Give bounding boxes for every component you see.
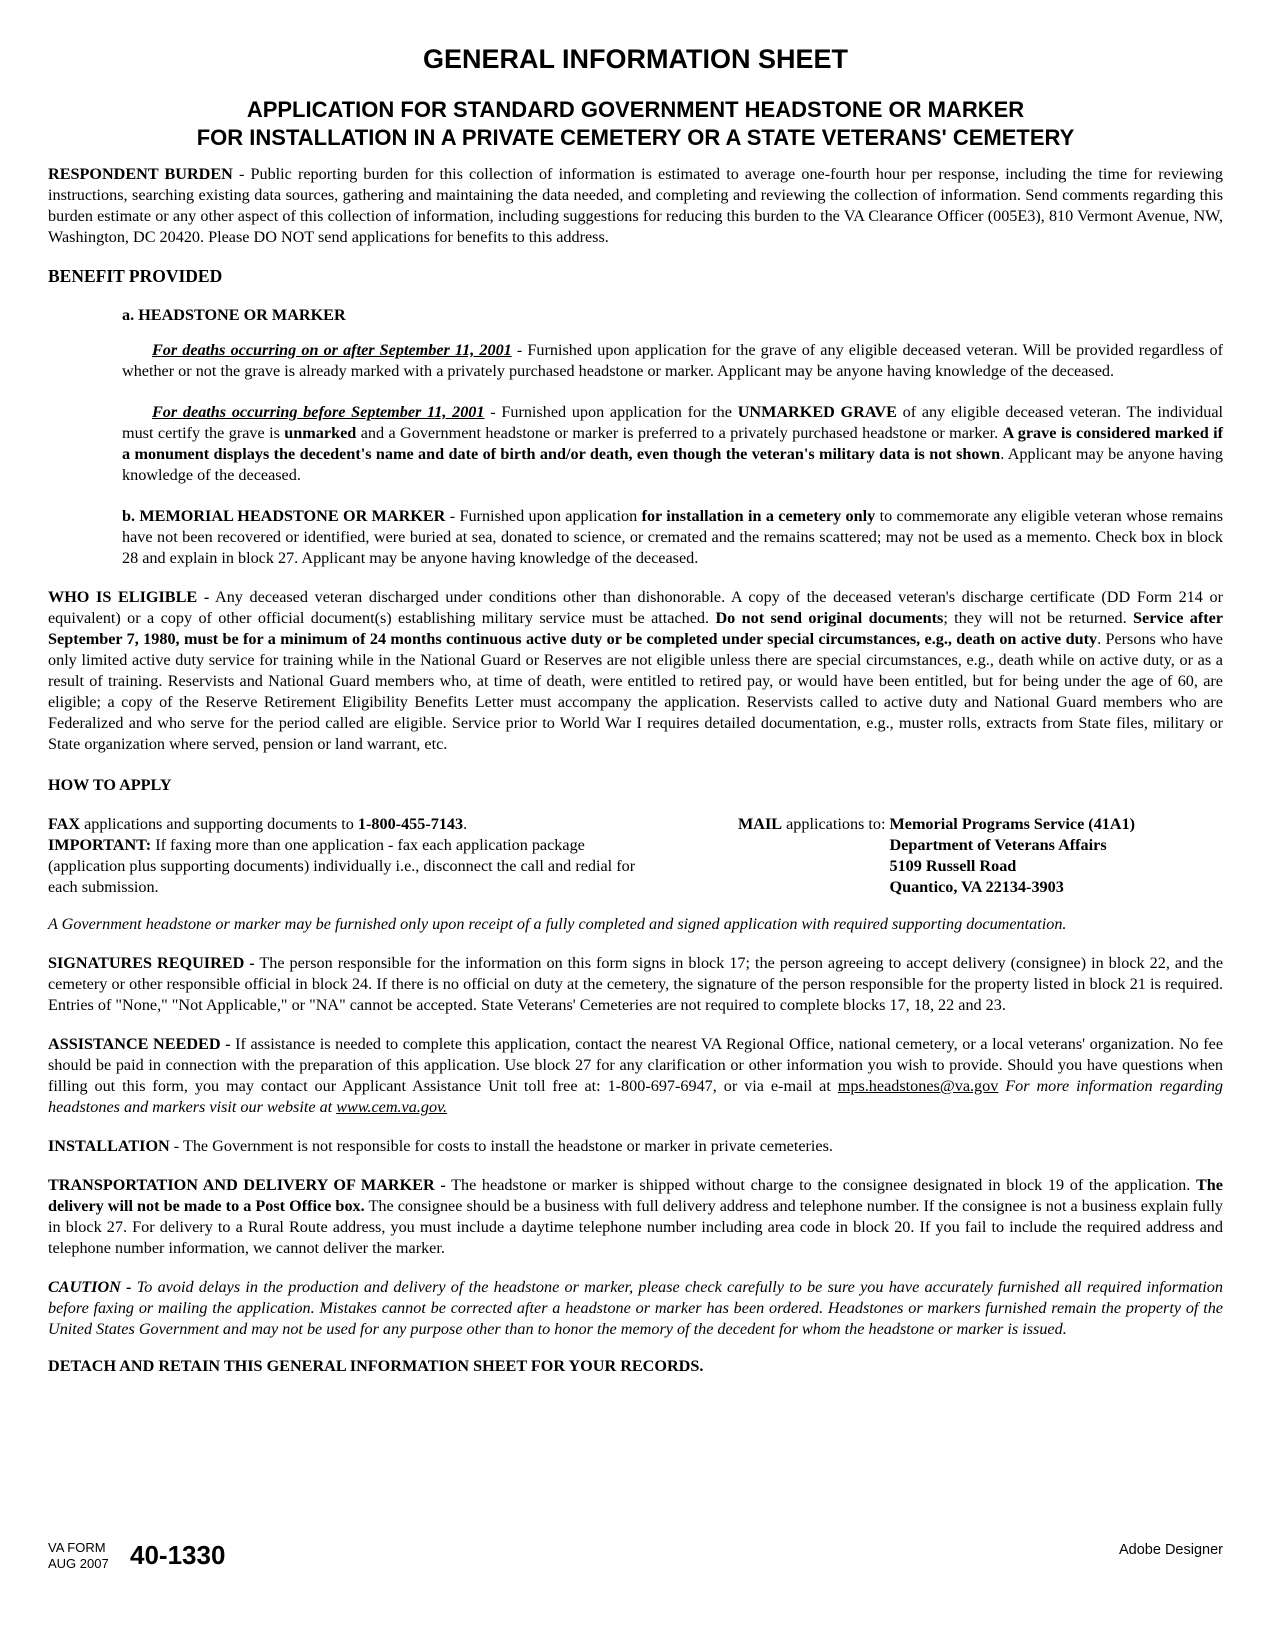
signatures-label: SIGNATURES REQUIRED - bbox=[48, 954, 255, 972]
benefit-a2-lead: For deaths occurring before September 11, 2001 bbox=[152, 403, 485, 421]
benefit-b-label: b. MEMORIAL HEADSTONE OR MARKER bbox=[122, 507, 446, 525]
page-title: GENERAL INFORMATION SHEET bbox=[422, 44, 848, 74]
caution-text: To avoid delays in the production and delivery of the headstone or marker, please check carefully to be sure you have accurately furnished all required information before faxing or mailing the application. Mistakes cannot be corrected after a headstone or marker has been ordered. Headstones or markers furnished remain the property of the United States Government and may not be used for any purpose other than to honor the memory of the decedent for whom the headstone or marker is issued. bbox=[48, 1278, 1223, 1338]
form-date: AUG 2007 bbox=[48, 1556, 109, 1571]
assistance-text: If assistance is needed to complete this application, contact the nearest VA Regional Office, national cemetery, or a local veterans' organization. No fee should be paid in connection with the preparation of this application. Use block 27 for any clarification or other information you wish to provide. Should you have questions when filling out this form, you may contact our Applicant Assistance Unit toll free at: 1-800-697-6947, or via e-mail at bbox=[48, 1035, 1224, 1095]
installation-label: INSTALLATION bbox=[48, 1137, 170, 1155]
benefit-a1-lead: For deaths occurring on or after September 11, 2001 bbox=[152, 341, 512, 359]
form-footer bbox=[48, 1530, 1223, 1590]
how-to-apply-heading: HOW TO APPLY bbox=[48, 776, 172, 794]
fax-number: 1-800-455-7143 bbox=[357, 815, 464, 833]
transportation-label: TRANSPORTATION AND DELIVERY OF MARKER - bbox=[48, 1176, 446, 1194]
respondent-burden-section: RESPONDENT BURDEN - Public reporting burden for this collection of information is estimated to average one-fourth hour per response, including the time for reviewing instructions, searching existing data sources, gathering and maintaining the data needed, and completing and reviewing the collection of information. Send comments regarding this burden estimate or any other aspect of this collection of information, including suggestions for reducing this burden to the VA Clearance Officer (005E3), 810 Vermont Avenue, NW, Washington, DC 20420. Please DO NOT send applications for benefits to this address. bbox=[48, 165, 1223, 246]
assistance-website-text: For more information regarding headstones and markers visit our website at bbox=[48, 1077, 1224, 1116]
benefit-b-bold-1: for installation in a cemetery only bbox=[641, 507, 876, 525]
signatures-section bbox=[48, 953, 1223, 1016]
important-text: If faxing more than one application - fax each application package (application plus supporting documents) individually i.e., disconnect the call and redial for each submission. bbox=[48, 836, 636, 896]
fax-instructions: FAX applications and supporting documents to 1-800-455-7143. IMPORTANT: If faxing more than one application - fax each application package (application plus supporting documents) individually i.e., disconnect the call and redial for each submission. bbox=[48, 815, 636, 896]
benefit-heading: BENEFIT PROVIDED bbox=[48, 266, 223, 286]
eligibility-bold-2: Service after September 7, 1980, must be for a minimum of 24 months continuous active duty or be completed under special circumstances, e.g., death on active duty bbox=[48, 609, 1223, 648]
mail-label: MAIL bbox=[738, 815, 783, 833]
benefit-a2-bold-1: UNMARKED GRAVE bbox=[737, 403, 897, 421]
mail-text: applications to: bbox=[786, 815, 886, 833]
subtitle-line-1: APPLICATION FOR STANDARD GOVERNMENT HEADSTONE OR MARKER bbox=[246, 97, 1025, 122]
fax-label: FAX bbox=[48, 815, 81, 833]
benefit-a2-text-3: and a Government headstone or marker is preferred to a privately purchased headstone or marker. bbox=[360, 424, 999, 442]
eligibility-text-3: . Persons who have only limited active duty service for training while in the National Guard or Reserves are not eligible unless there are special circumstances, e.g., death while on active duty, or as a result of training. Reservists and National Guard members who, at time of death, were entitled to retired pay, or would have been entitled, but for being under the age of 60, are eligible; a copy of the Reserve Retirement Eligibility Benefits Letter must accompany the application. Reservists called to active duty and National Guard members who are Federalized and who serve for the period called are eligible. Service prior to World War I requires detailed documentation, e.g., muster rolls, extracts from State files, military or State organization where served, pension or land warrant, etc. bbox=[48, 630, 1223, 753]
installation-section bbox=[48, 1136, 1223, 1157]
benefit-a-heading: a. HEADSTONE OR MARKER bbox=[122, 306, 346, 324]
eligibility-label: WHO IS ELIGIBLE - bbox=[48, 588, 210, 606]
form-id-block bbox=[48, 1540, 109, 1572]
benefit-a2-text-4: . Applicant may be anyone having knowledge of the deceased. bbox=[122, 445, 1223, 484]
designer-label: Adobe Designer bbox=[1119, 1542, 1223, 1558]
benefit-a2-paragraph: For deaths occurring before September 11, 2001 - Furnished upon application for the UNMARKED GRAVE of any eligible deceased veteran. The individual must certify the grave is unmarked and a Government headstone or marker is preferred to a privately purchased headstone or marker. A grave is considered marked if a monument displays the decedent's name and date of birth and/or death, even though the veteran's military data is not shown. Applicant may be anyone having knowledge of the deceased. bbox=[122, 403, 1224, 484]
eligibility-text-2: ; they will not be returned. bbox=[943, 609, 1127, 627]
assistance-label: ASSISTANCE NEEDED - bbox=[48, 1035, 231, 1053]
fax-text: applications and supporting documents to bbox=[84, 815, 354, 833]
application-note bbox=[48, 914, 1223, 935]
eligibility-section bbox=[48, 587, 1223, 755]
mail-address-line: Department of Veterans Affairs bbox=[889, 836, 1107, 854]
mail-instructions bbox=[738, 814, 1223, 898]
mail-address-line: 5109 Russell Road bbox=[889, 857, 1017, 875]
benefit-a2-bold-3: A grave is considered marked if a monument displays the decedent's name and date of birth and/or death, even though the veteran's military data is not shown bbox=[122, 424, 1224, 463]
document-page bbox=[48, 44, 1223, 1377]
signatures-text: The person responsible for the information on this form signs in block 17; the person agreeing to accept delivery (consignee) in block 22, and the cemetery or other responsible official in block 24. If there is no official on duty at the cemetery, the signature of the person responsible for the property listed in block 21 is required. Entries of "None," "Not Applicable," or "NA" cannot be accepted. State Veterans' Cemeteries are not required to complete blocks 17, 18, 22 and 23. bbox=[48, 954, 1224, 1014]
benefit-a2-bold-2: unmarked bbox=[284, 424, 357, 442]
respondent-burden-label: RESPONDENT BURDEN bbox=[48, 165, 233, 183]
caution-label: CAUTION - bbox=[48, 1278, 132, 1296]
form-number: 40-1330 bbox=[130, 1540, 226, 1570]
va-form-label: VA FORM bbox=[48, 1540, 106, 1555]
benefit-a2-text-2: of any eligible deceased veteran. The individual must certify the grave is bbox=[122, 403, 1224, 442]
transportation-text-2: The consignee should be a business with full delivery address and telephone number. If the consignee is not a business explain fully in block 27. For delivery to a Rural Route address, you must include a daytime telephone number including area code in block 20. If you fail to include the required address and telephone number information, we cannot deliver the marker. bbox=[48, 1197, 1223, 1257]
installation-text: - The Government is not responsible for costs to install the headstone or marker in private cemeteries. bbox=[173, 1137, 833, 1155]
important-label: IMPORTANT: bbox=[48, 836, 152, 854]
mail-address bbox=[889, 814, 1135, 898]
assistance-email-link[interactable]: mps.headstones@va.gov bbox=[837, 1077, 999, 1095]
benefit-a1-text: Furnished upon application for the grave of any eligible deceased veteran. Will be provided regardless of whether or not the grave is already marked with a privately purchased headstone or marker. Applicant may be anyone having knowledge of the deceased. bbox=[122, 341, 1223, 380]
mail-address-line: Quantico, VA 22134-3903 bbox=[889, 878, 1064, 896]
transportation-bold-1: The delivery will not be made to a Post Office box. bbox=[48, 1176, 1223, 1215]
benefit-a1-paragraph: For deaths occurring on or after September 11, 2001 - Furnished upon application for the grave of any eligible deceased veteran. Will be provided regardless of whether or not the grave is already marked with a privately purchased headstone or marker. Applicant may be anyone having knowledge of the deceased. bbox=[122, 341, 1223, 380]
benefit-b-text-1: Furnished upon application bbox=[459, 507, 638, 525]
benefit-b-text-2: to commemorate any eligible veteran whose remains have not been recovered or identified, were buried at sea, donated to science, or cremated and the remains scattered; may not be used as a memento. Check box in block 28 and explain in block 27. Applicant may be anyone having knowledge of the deceased. bbox=[122, 507, 1224, 567]
transportation-text-1: The headstone or marker is shipped without charge to the consignee designated in block 19 of the application. bbox=[451, 1176, 1191, 1194]
detach-notice: DETACH AND RETAIN THIS GENERAL INFORMATION SHEET FOR YOUR RECORDS. bbox=[48, 1357, 704, 1375]
caution-section bbox=[48, 1277, 1223, 1340]
benefit-a-section bbox=[122, 305, 1223, 569]
subtitle-line-2: FOR INSTALLATION IN A PRIVATE CEMETERY OR A STATE VETERANS' CEMETERY bbox=[196, 125, 1075, 150]
benefit-a2-text-1: Furnished upon application for the bbox=[501, 403, 732, 421]
form-subtitle bbox=[48, 96, 1223, 152]
eligibility-text-1: Any deceased veteran discharged under conditions other than dishonorable. A copy of the deceased veteran's discharge certificate (DD Form 214 or equivalent) or a copy of other official document(s) establishing military service must be attached. bbox=[48, 588, 1224, 627]
mail-address-line: Memorial Programs Service (41A1) bbox=[889, 815, 1136, 833]
assistance-section bbox=[48, 1034, 1223, 1118]
respondent-burden-text: Public reporting burden for this collection of information is estimated to average one-fourth hour per response, including the time for reviewing instructions, searching existing data sources, gathering and maintaining the data needed, and completing and reviewing the collection of information. Send comments regarding this burden estimate or any other aspect of this collection of information, including suggestions for reducing this burden to the VA Clearance Officer (005E3), 810 Vermont Avenue, NW, Washington, DC 20420. Please DO NOT send applications for benefits to this address. bbox=[48, 165, 1223, 246]
application-note-text: A Government headstone or marker may be furnished only upon receipt of a fully completed and signed application with required supporting documentation. bbox=[48, 915, 1067, 933]
eligibility-bold-1: Do not send original documents bbox=[715, 609, 944, 627]
benefit-b-paragraph: b. MEMORIAL HEADSTONE OR MARKER - Furnished upon application for installation in a cemetery only to commemorate any eligible veteran whose remains have not been recovered or identified, were buried at sea, donated to science, or cremated and the remains scattered; may not be used as a memento. Check box in block 28 and explain in block 27. Applicant may be anyone having knowledge of the deceased. bbox=[122, 507, 1224, 567]
transportation-section bbox=[48, 1175, 1223, 1259]
how-to-apply-block bbox=[48, 814, 1223, 898]
assistance-website-link[interactable]: www.cem.va.gov. bbox=[336, 1098, 448, 1116]
